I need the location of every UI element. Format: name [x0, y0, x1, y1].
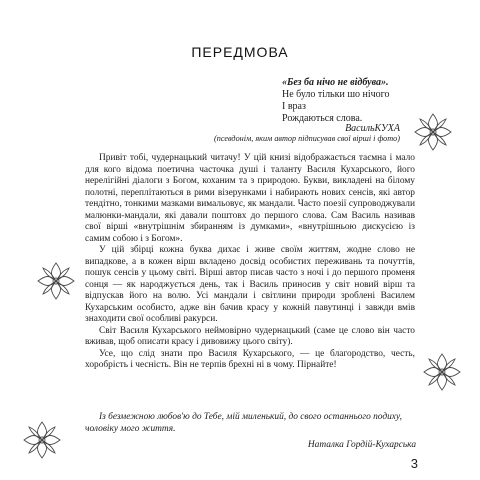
- body-text: [85, 153, 415, 372]
- epigraph-author: ВасильКУХА: [345, 123, 400, 134]
- epigraph: [282, 77, 402, 125]
- paragraph: Привіт тобі, чудернацький читачу! У цій книзі відображається таємна і мало для кого відома поетична часточка душі і таланту Василя Кухарського, його нерелігійні діалоги з Богом, коханим та з природою. Букви, викладені на білому полотні, переплітаються в рими візерунками і набирають нових сенсів, які автор тендітно, тонкими мазками вимальовує, як мандали. Часто поезії супроводжували малюнки-мандали, які давали поштовх до першого слова. Сам Василь називав свої вірші «внутрішнім збиранням із думками», «внутрішньою дискусією із самим собою і з Богом».: [85, 153, 415, 244]
- mandala-ornament-icon-svg: [36, 261, 76, 301]
- mandala-ornament-icon-svg: [422, 352, 462, 392]
- signature: Наталка Гордій-Кухарська: [307, 440, 416, 450]
- epigraph-line: Рождаються слова.: [282, 113, 363, 124]
- mandala-ornament-icon-svg: [22, 420, 62, 460]
- epigraph-line: І враз: [282, 101, 306, 112]
- epigraph-line: Не було тільки шо нічого: [282, 89, 390, 100]
- mandala-ornament-icon-svg: [413, 112, 453, 152]
- page-heading: ПЕРЕДМОВА: [191, 44, 289, 60]
- paragraph: Усе, що слід знати про Василя Кухарського, — це благородство, честь, хоробрість і чесність. Він не терпів брехні ні в чому. Пірнайте!: [85, 348, 415, 370]
- mandala-ornament-icon: [22, 420, 62, 460]
- paragraph: У цій збірці кожна буква дихає і живе своїм життям, жодне слово не випадкове, а в кожен вірш вкладено досвід особистих переживань та почуттів, пошук сенсів у цьому світі. Вірші автор писав часто з ночі і до першого променя сонця — як народжується день, так і Василь приносив у світ новий вірш та відпускав його на волю. Усі мандали і світлини природи зроблені Василем Кухарським особисто, адже він бачив красу у кожній павутинці і завжди вмів знаходити свої особливі ракурси.: [85, 245, 415, 324]
- mandala-ornament-icon: [413, 112, 453, 152]
- closing-dedication: Із безмежною любов'ю до Тебе, мій миленький, до свого останнього подиху, чоловіку мого життя.: [85, 412, 402, 434]
- page-number: 3: [410, 456, 418, 471]
- epigraph-note: (псевдонім, яким автор підписував свої вірші і фото): [214, 134, 400, 143]
- epigraph-line: «Без ба нічо не відбува».: [282, 77, 389, 88]
- mandala-ornament-icon: [422, 352, 462, 392]
- paragraph: Світ Василя Кухарського неймовірно чудернацький (саме це слово він часто вживав, щоб описати красу і дивовижу цього світу).: [85, 325, 415, 347]
- mandala-ornament-icon: [36, 261, 76, 301]
